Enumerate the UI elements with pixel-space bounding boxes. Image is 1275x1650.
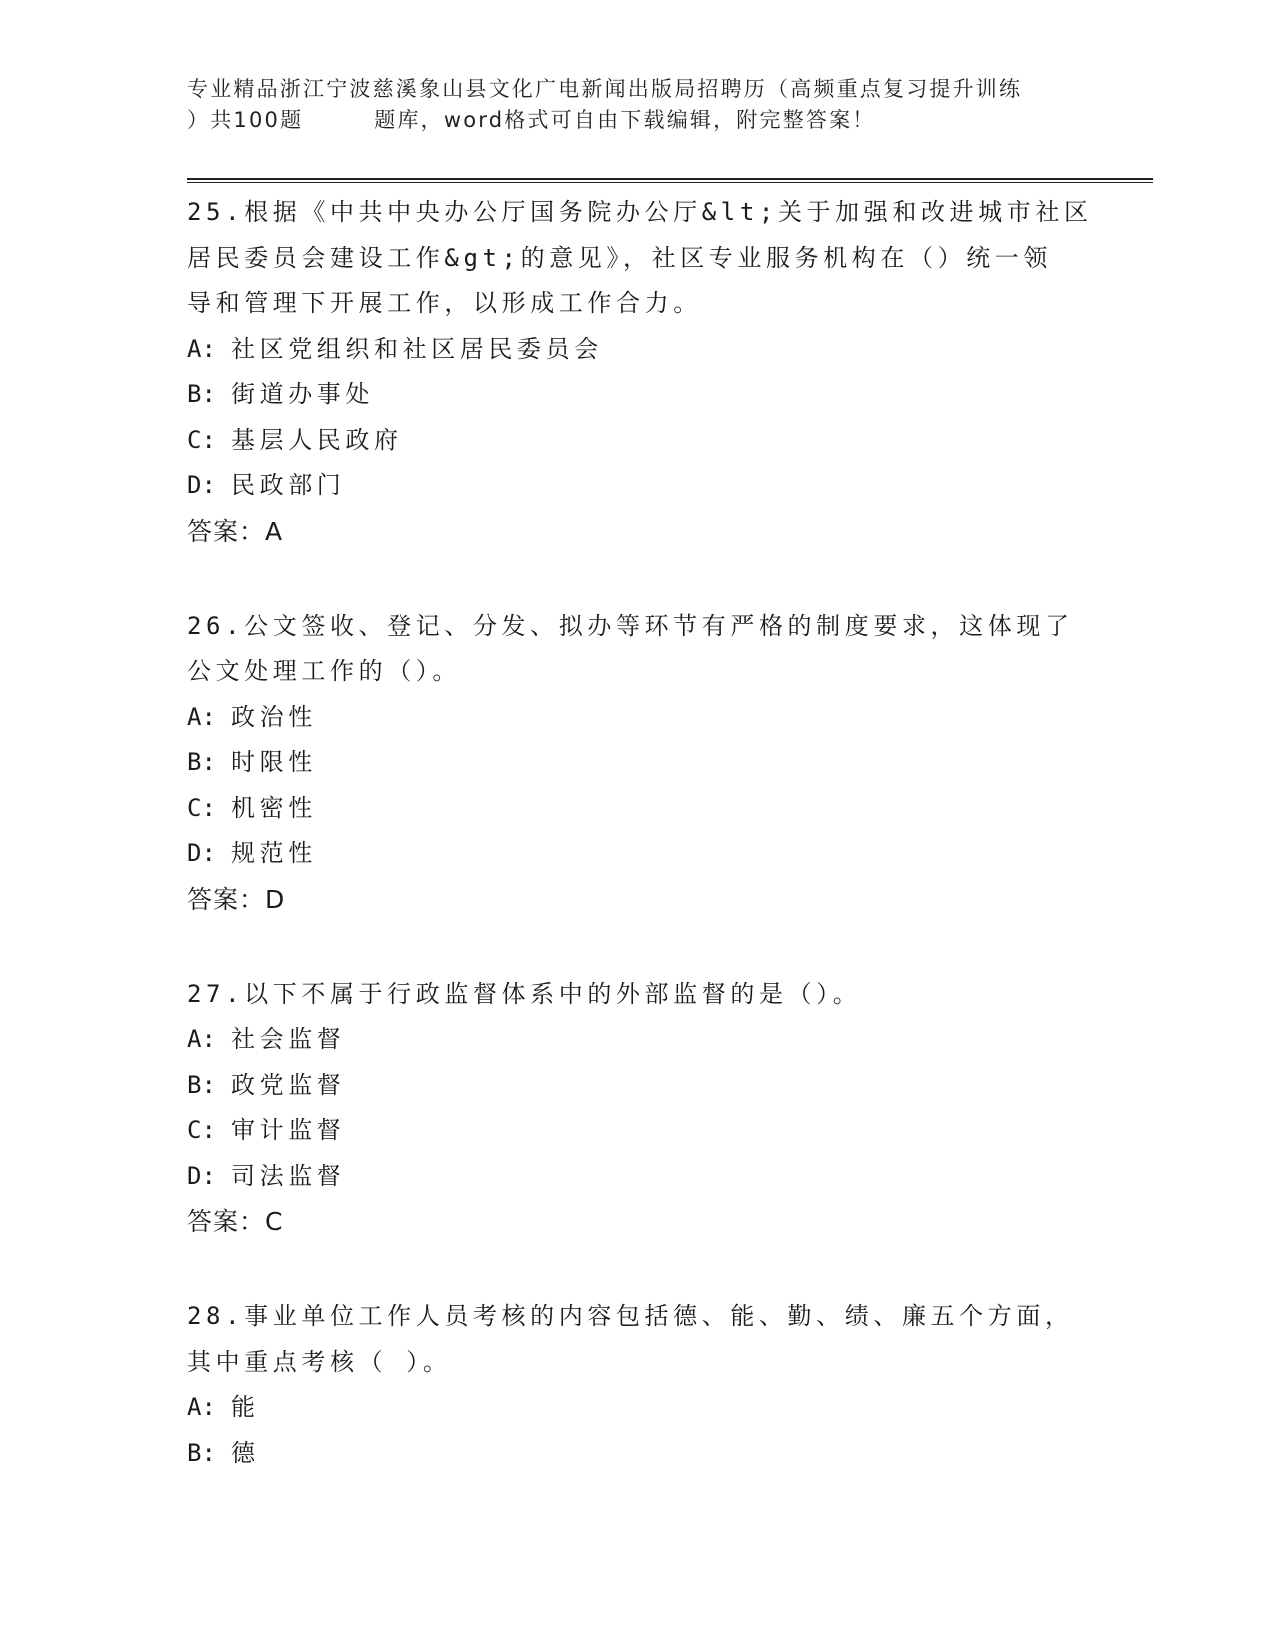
- option-key: C:: [187, 425, 216, 454]
- header-rule-thick: [187, 178, 1153, 180]
- answer-option: [187, 327, 1087, 373]
- option-text: 政党监督: [231, 1070, 346, 1099]
- option-text: 机密性: [231, 793, 317, 822]
- question-stem-line: 27.以下不属于行政监督体系中的外部监督的是（）。: [187, 979, 862, 1008]
- option-text: 街道办事处: [231, 380, 374, 408]
- option-key: C:: [187, 793, 216, 822]
- answer-option: [187, 372, 1087, 418]
- question-stem-line: 其中重点考核（ ）。: [187, 1347, 452, 1376]
- option-text: 时限性: [231, 748, 317, 776]
- answer-option: [187, 695, 1087, 741]
- option-key: D:: [187, 1161, 216, 1190]
- option-key: D:: [187, 471, 216, 499]
- option-text: 能: [231, 1393, 260, 1421]
- header-line-1: 专业精品浙江宁波慈溪象山县文化广电新闻出版局招聘历（高频重点复习提升训练: [187, 77, 1023, 101]
- option-text: 社会监督: [231, 1025, 346, 1053]
- option-key: A:: [187, 702, 216, 731]
- answer-option: [187, 831, 1087, 877]
- option-key: B:: [187, 380, 216, 408]
- answer-line: 答案：D: [187, 884, 286, 914]
- answer-option: [187, 463, 1087, 509]
- option-text: 社区党组织和社区居民委员会: [231, 334, 603, 363]
- option-text: 基层人民政府: [231, 425, 403, 454]
- answer-option: [187, 1108, 1087, 1154]
- answer-option: [187, 1017, 1087, 1063]
- question-stem-line: 26.公文签收、登记、分发、拟办等环节有严格的制度要求，这体现了: [187, 611, 1074, 640]
- header-line-2: ）共100题 题库，word格式可自由下载编辑，附完整答案！: [187, 108, 876, 132]
- option-key: A:: [187, 1025, 216, 1053]
- option-text: 规范性: [231, 839, 317, 867]
- question-stem-line: 导和管理下开展工作，以形成工作合力。: [187, 289, 702, 317]
- question-block: [187, 972, 1087, 1246]
- option-key: A:: [187, 1393, 216, 1421]
- question-block: [187, 190, 1093, 555]
- option-key: B:: [187, 1438, 216, 1467]
- question-block: [187, 1294, 1087, 1476]
- option-text: 司法监督: [231, 1161, 346, 1190]
- question-stem-line: 25.根据《中共中央办公厅国务院办公厅&lt;关于加强和改进城市社区: [187, 198, 1093, 226]
- option-text: 民政部门: [231, 471, 346, 499]
- answer-option: [187, 1385, 1087, 1431]
- answer-line: 答案：A: [187, 516, 284, 546]
- question-list: [187, 190, 1093, 1525]
- option-key: B:: [187, 748, 216, 776]
- header-rule-thin: [187, 182, 1153, 183]
- option-key: B:: [187, 1070, 216, 1099]
- option-text: 德: [231, 1438, 260, 1467]
- option-key: C:: [187, 1116, 216, 1144]
- option-text: 政治性: [231, 702, 317, 731]
- answer-option: [187, 1154, 1087, 1200]
- document-header: [187, 74, 1087, 136]
- answer-option: [187, 418, 1087, 464]
- question-stem-line: 居民委员会建设工作&gt;的意见》，社区专业服务机构在（）统一领: [187, 243, 1052, 272]
- question-stem-line: 28.事业单位工作人员考核的内容包括德、能、勤、绩、廉五个方面，: [187, 1302, 1074, 1330]
- answer-option: [187, 1431, 1087, 1477]
- answer-option: [187, 740, 1087, 786]
- answer-line: 答案：C: [187, 1207, 284, 1236]
- option-key: A:: [187, 334, 216, 363]
- question-block: [187, 604, 1087, 923]
- option-text: 审计监督: [231, 1116, 346, 1144]
- answer-option: [187, 786, 1087, 832]
- option-key: D:: [187, 839, 216, 867]
- answer-option: [187, 1063, 1087, 1109]
- question-stem-line: 公文处理工作的（）。: [187, 657, 461, 685]
